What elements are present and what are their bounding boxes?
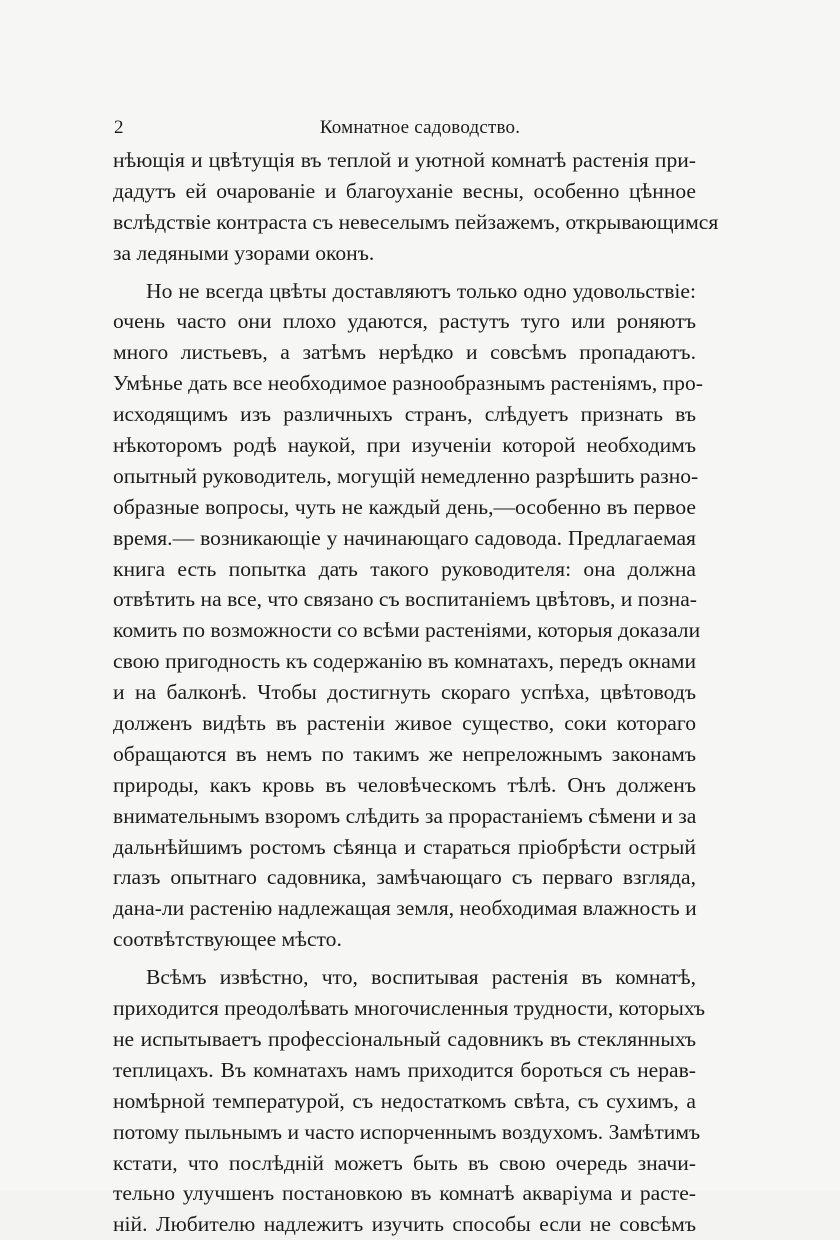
text-line: долженъ видѣть въ растеніи живое существо, соки котораго	[113, 711, 696, 736]
text-line: Но не всегда цвѣты доставляютъ только одно удовольствіе:	[146, 278, 696, 303]
text-line: потому пыльнымъ и часто испорченнымъ воздухомъ. Замѣтимъ	[113, 1119, 701, 1144]
text-line: глазъ опытнаго садовника, замѣчающаго съ перваго взгляда,	[113, 865, 696, 890]
text-line: книга есть попытка дать такого руководителя: она должна	[113, 556, 696, 581]
running-title: Комнатное садоводство.	[319, 117, 521, 138]
text-line: образные вопросы, чуть не каждый день,—особенно въ первое	[113, 494, 696, 519]
text-line: исходящимъ изъ различныхъ странъ, слѣдуетъ признать въ	[113, 402, 696, 427]
text-line: приходится преодолѣвать многочисленныя трудности, которыхъ	[113, 996, 706, 1021]
paragraph-gap	[113, 955, 696, 962]
paragraph-3	[113, 962, 706, 1240]
text-line: дадутъ ей очарованіе и благоуханіе весны, особенно цѣнное	[113, 178, 696, 203]
text-line: внимательнымъ взоромъ слѣдить за прорастаніемъ сѣмени и за	[113, 803, 697, 828]
page-header	[0, 114, 840, 142]
text-line: обращаются въ немъ по такимъ же непреложнымъ законамъ	[113, 741, 696, 766]
text-line: Умѣнье дать все необходимое разнообразнымъ растеніямъ, про-	[113, 371, 703, 396]
paragraph-gap	[113, 269, 696, 276]
text-line: комить по возможности со всѣми растеніями, которыя доказали	[113, 618, 701, 643]
text-line: не испытываетъ профессіональный садовникъ въ стеклянныхъ	[113, 1026, 696, 1051]
text-line: опытный руководитель, могущій немедленно разрѣшить разно-	[113, 463, 699, 488]
text-line: нѣкоторомъ родѣ наукой, при изученіи которой необходимъ	[113, 433, 696, 458]
text-line: ній. Любителю надлежитъ изучить способы если не совсѣмъ	[113, 1212, 696, 1237]
text-line: кстати, что послѣдній можетъ быть въ свою очередь значи-	[113, 1150, 696, 1175]
text-line: теплицахъ. Въ комнатахъ намъ приходится бороться съ нерав-	[113, 1057, 696, 1082]
body-text	[113, 145, 719, 1240]
text-line: много листьевъ, а затѣмъ нерѣдко и совсѣмъ пропадаютъ.	[113, 340, 696, 365]
text-line: тельно улучшенъ постановкою въ комнатѣ акваріума и расте-	[113, 1181, 696, 1206]
text-line: время.— возникающіе у начинающаго садовода. Предлагаемая	[113, 525, 696, 550]
text-line: нѣющія и цвѣтущія въ теплой и уютной комнатѣ растенія при-	[113, 148, 696, 172]
paragraph-1	[113, 145, 719, 269]
text-line: свою пригодность къ содержанію въ комнатахъ, передъ окнами	[113, 649, 696, 674]
text-line: дальнѣйшимъ ростомъ сѣянца и стараться пріобрѣсти острый	[113, 834, 696, 859]
text-line: за ледяными узорами оконъ.	[113, 240, 375, 265]
text-line: соотвѣтствующее мѣсто.	[113, 927, 342, 952]
paragraph-2	[113, 276, 703, 956]
text-line: номѣрной температурой, съ недостаткомъ свѣта, съ сухимъ, а	[113, 1088, 696, 1113]
text-line: природы, какъ кровь въ человѣческомъ тѣлѣ. Онъ долженъ	[113, 772, 696, 797]
text-line: вслѣдствіе контраста съ невеселымъ пейзажемъ, открывающимся	[113, 209, 719, 234]
text-line: очень часто они плохо удаются, растутъ туго или роняютъ	[113, 309, 696, 334]
text-line: отвѣтить на все, что связано съ воспитаніемъ цвѣтовъ, и позна-	[113, 587, 697, 612]
text-line: дана-ли растенію надлежащая земля, необходимая влажность и	[113, 896, 697, 921]
text-line: и на балконѣ. Чтобы достигнуть скораго успѣха, цвѣтоводъ	[113, 680, 696, 705]
text-line: Всѣмъ извѣстно, что, воспитывая растенія въ комнатѣ,	[146, 965, 696, 990]
page-number: 2	[114, 117, 124, 138]
